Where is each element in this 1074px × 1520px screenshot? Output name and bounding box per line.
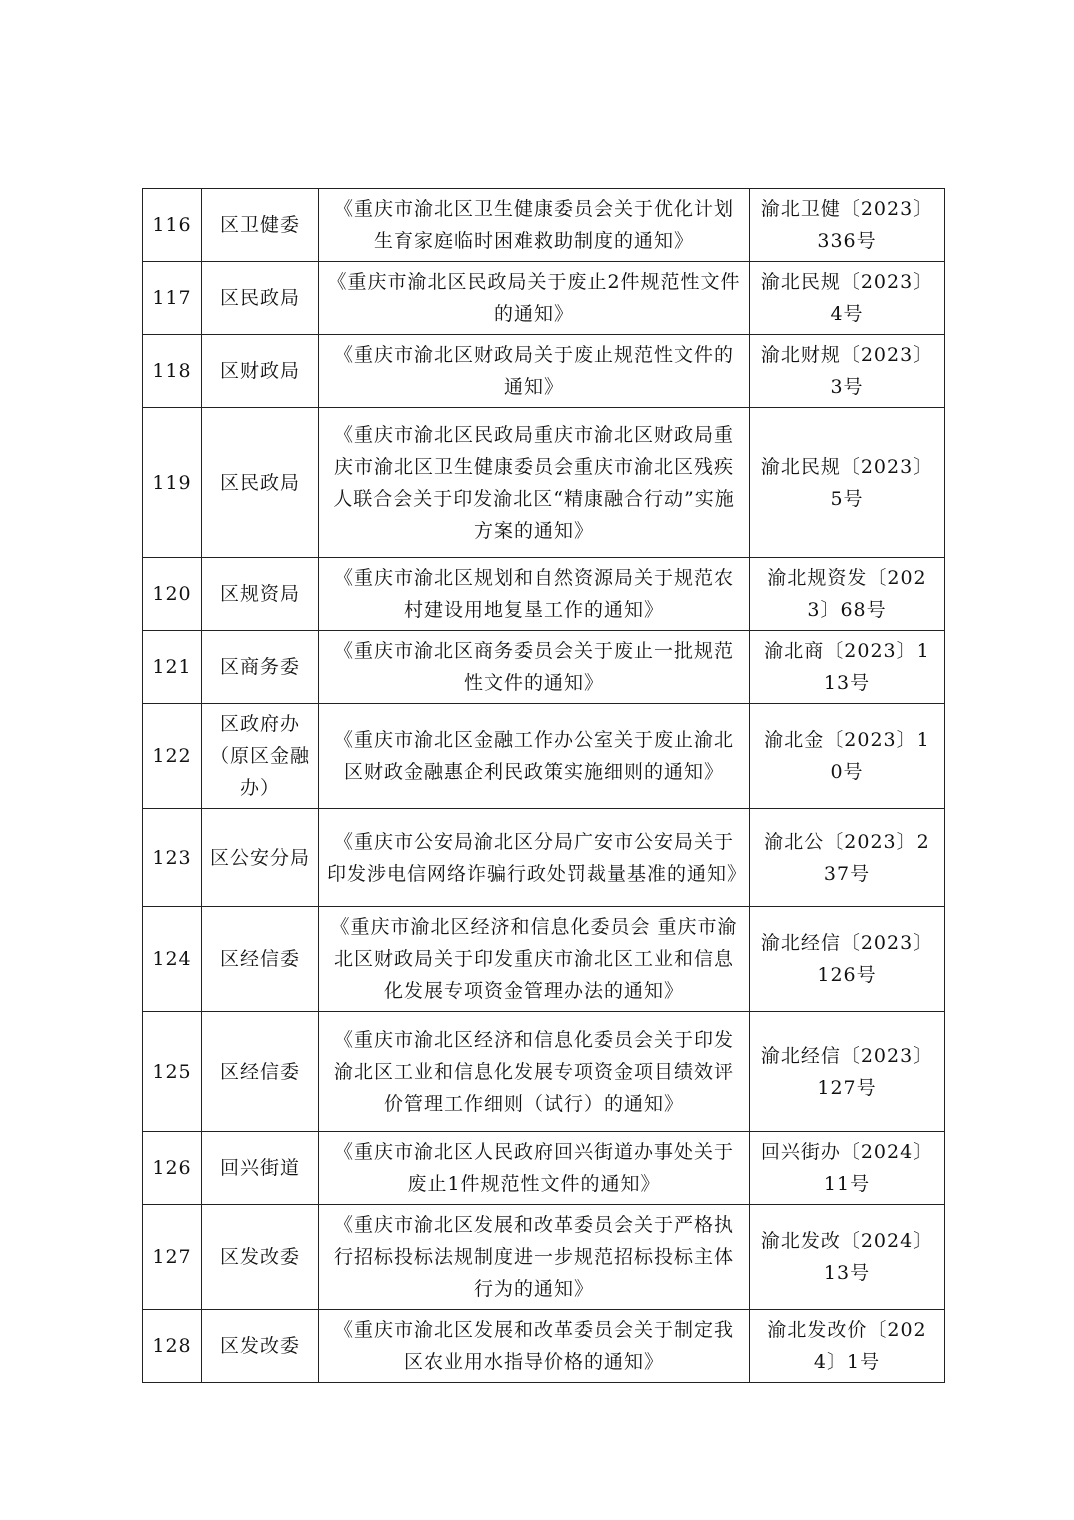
document-number: 渝北财规〔2023〕3号 [750,335,945,408]
document-number: 渝北民规〔2023〕5号 [750,408,945,558]
issuing-department: 区商务委 [202,631,319,704]
document-number: 渝北经信〔2023〕126号 [750,907,945,1012]
document-number: 渝北发改价〔2024〕1号 [750,1310,945,1383]
issuing-department: 区民政局 [202,408,319,558]
issuing-department: 区政府办（原区金融办） [202,704,319,809]
issuing-department: 区规资局 [202,558,319,631]
row-number: 119 [143,408,202,558]
row-number: 118 [143,335,202,408]
row-number: 124 [143,907,202,1012]
document-number: 回兴街办〔2024〕11号 [750,1132,945,1205]
regulation-table [142,188,945,1383]
table-row [143,907,945,1012]
document-number: 渝北商〔2023〕113号 [750,631,945,704]
table-row [143,809,945,907]
document-title: 《重庆市渝北区规划和自然资源局关于规范农村建设用地复垦工作的通知》 [319,558,750,631]
row-number: 125 [143,1012,202,1132]
row-number: 122 [143,704,202,809]
document-title: 《重庆市渝北区人民政府回兴街道办事处关于废止1件规范性文件的通知》 [319,1132,750,1205]
document-number: 渝北公〔2023〕237号 [750,809,945,907]
table-row [143,189,945,262]
row-number: 117 [143,262,202,335]
row-number: 127 [143,1205,202,1310]
document-number: 渝北卫健〔2023〕336号 [750,189,945,262]
table-row [143,1205,945,1310]
document-title: 《重庆市渝北区民政局重庆市渝北区财政局重庆市渝北区卫生健康委员会重庆市渝北区残疾人联合会关于印发渝北区“精康融合行动”实施方案的通知》 [319,408,750,558]
document-title: 《重庆市渝北区经济和信息化委员会关于印发渝北区工业和信息化发展专项资金项目绩效评价管理工作细则（试行）的通知》 [319,1012,750,1132]
document-title: 《重庆市渝北区金融工作办公室关于废止渝北区财政金融惠企利民政策实施细则的通知》 [319,704,750,809]
issuing-department: 区经信委 [202,907,319,1012]
table-row [143,335,945,408]
document-title: 《重庆市渝北区商务委员会关于废止一批规范性文件的通知》 [319,631,750,704]
issuing-department: 区财政局 [202,335,319,408]
document-number: 渝北金〔2023〕10号 [750,704,945,809]
row-number: 126 [143,1132,202,1205]
document-title: 《重庆市渝北区财政局关于废止规范性文件的通知》 [319,335,750,408]
issuing-department: 区公安分局 [202,809,319,907]
issuing-department: 区民政局 [202,262,319,335]
row-number: 120 [143,558,202,631]
table-row [143,558,945,631]
row-number: 116 [143,189,202,262]
table-row [143,1310,945,1383]
document-number: 渝北发改〔2024〕13号 [750,1205,945,1310]
table-row [143,408,945,558]
document-number: 渝北规资发〔2023〕68号 [750,558,945,631]
document-number: 渝北民规〔2023〕4号 [750,262,945,335]
row-number: 128 [143,1310,202,1383]
document-title: 《重庆市渝北区发展和改革委员会关于制定我区农业用水指导价格的通知》 [319,1310,750,1383]
document-title: 《重庆市渝北区发展和改革委员会关于严格执行招标投标法规制度进一步规范招标投标主体行为的通知》 [319,1205,750,1310]
table-row [143,704,945,809]
issuing-department: 回兴街道 [202,1132,319,1205]
table-row [143,1012,945,1132]
issuing-department: 区发改委 [202,1205,319,1310]
document-title: 《重庆市渝北区民政局关于废止2件规范性文件的通知》 [319,262,750,335]
row-number: 121 [143,631,202,704]
document-title: 《重庆市渝北区经济和信息化委员会 重庆市渝北区财政局关于印发重庆市渝北区工业和信息化发展专项资金管理办法的通知》 [319,907,750,1012]
issuing-department: 区发改委 [202,1310,319,1383]
issuing-department: 区经信委 [202,1012,319,1132]
table-row [143,262,945,335]
document-title: 《重庆市公安局渝北区分局广安市公安局关于印发涉电信网络诈骗行政处罚裁量基准的通知》 [319,809,750,907]
document-number: 渝北经信〔2023〕127号 [750,1012,945,1132]
document-title: 《重庆市渝北区卫生健康委员会关于优化计划生育家庭临时困难救助制度的通知》 [319,189,750,262]
issuing-department: 区卫健委 [202,189,319,262]
table-row [143,1132,945,1205]
table-row [143,631,945,704]
row-number: 123 [143,809,202,907]
